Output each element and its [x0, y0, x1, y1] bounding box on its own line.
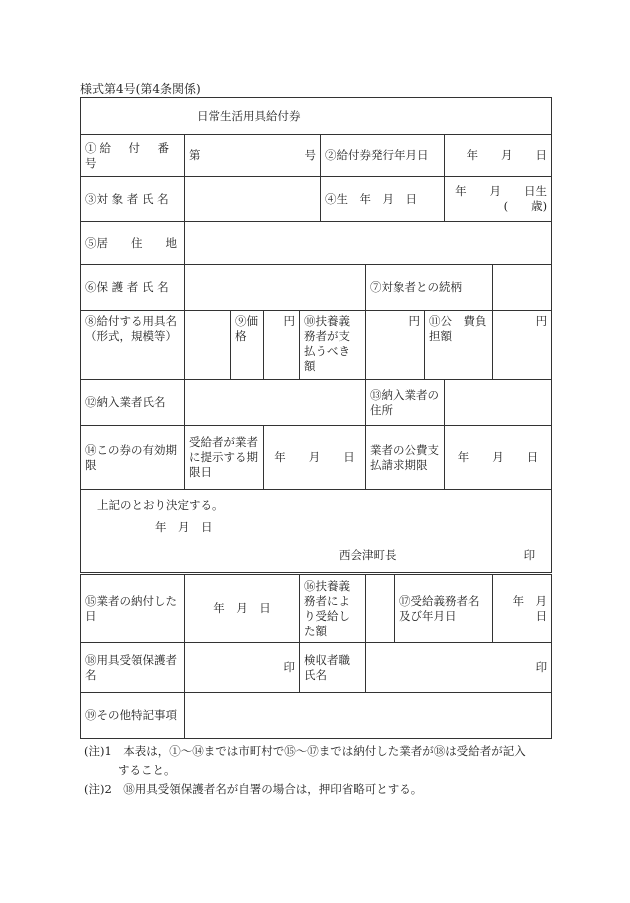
birth-date-value: 年 月 日生 — [455, 184, 548, 198]
notes-section — [84, 742, 554, 799]
issue-date-field[interactable]: 年 月 日 — [445, 135, 552, 177]
residence-field[interactable] — [185, 222, 552, 265]
recipient-name-field[interactable] — [185, 177, 321, 222]
remarks-field[interactable] — [185, 693, 552, 739]
recipient-name-label: ③対 象 者 氏 名 — [81, 177, 185, 222]
remarks-label: ⑲その他特記事項 — [81, 693, 185, 739]
decision-date[interactable]: 年 月 日 — [155, 520, 213, 534]
issue-number-label: ①給 付 番 号 — [81, 135, 185, 177]
form-number-heading: 様式第4号(第4条関係) — [80, 82, 201, 96]
relation-field[interactable] — [493, 265, 552, 311]
support-received-field[interactable] — [366, 574, 395, 643]
birth-date-field[interactable] — [445, 177, 552, 222]
deadline-label: 受給者が業者に提示する期限日 — [185, 426, 264, 490]
public-burden-label: ⑪公 費負担額 — [425, 311, 493, 380]
note-1-continued: すること。 — [118, 763, 176, 777]
supplier-name-label: ⑫納入業者氏名 — [81, 380, 185, 426]
guardian-name-label: ⑥保 護 者 氏 名 — [81, 265, 185, 311]
receiving-guardian-label: ⑱用具受領保護者名 — [81, 643, 185, 693]
price-label: ⑨価格 — [231, 311, 264, 380]
recipient-sign-label: ⑰受給義務者名及び年月日 — [395, 574, 493, 643]
issue-number-field[interactable] — [185, 135, 321, 177]
residence-label: ⑤居 住 地 — [81, 222, 185, 265]
issue-number-prefix: 第 — [189, 148, 201, 162]
relation-label: ⑦対象者との続柄 — [366, 265, 493, 311]
support-payment-label: ⑩扶養義務者が支払うべき額 — [300, 311, 366, 380]
supplier-address-field[interactable] — [445, 380, 552, 426]
deadline-field[interactable]: 年 月 日 — [264, 426, 366, 490]
guardian-name-field[interactable] — [185, 265, 366, 311]
inspector-label: 検収者職氏名 — [300, 643, 366, 693]
mayor-title: 西会津町長 — [339, 548, 397, 562]
equipment-name-field[interactable] — [185, 311, 231, 380]
support-received-label: ⑯扶養義務者により受給した額 — [300, 574, 366, 643]
decision-section — [81, 490, 552, 574]
validity-label: ⑭この券の有効期限 — [81, 426, 185, 490]
delivery-date-label: ⑮業者の納付した日 — [81, 574, 185, 643]
voucher-title: 日常生活用具給付券 — [81, 98, 552, 135]
birth-date-label: ④生 年 月 日 — [321, 177, 445, 222]
benefit-voucher-table — [80, 97, 559, 739]
note-2: (注)2 ⑱用具受領保護者名が自署の場合は，押印省略可とする。 — [84, 782, 423, 796]
issue-number-suffix: 号 — [304, 148, 316, 162]
price-field[interactable]: 円 — [264, 311, 300, 380]
decision-text: 上記のとおり決定する。 — [97, 498, 224, 512]
support-payment-field[interactable]: 円 — [366, 311, 425, 380]
inspector-field[interactable]: 印 — [366, 643, 552, 693]
age-value: ( 歳) — [503, 199, 548, 213]
mayor-seal: 印 — [523, 548, 536, 562]
supplier-name-field[interactable] — [185, 380, 366, 426]
claim-deadline-label: 業者の公費支払請求期限 — [366, 426, 445, 490]
supplier-address-label: ⑬納入業者の住所 — [366, 380, 445, 426]
note-1: (注)1 本表は，①～⑭までは市町村で⑮～⑰までは納付した業者が⑱は受給者が記入 — [84, 744, 526, 758]
claim-deadline-field[interactable]: 年 月 日 — [445, 426, 552, 490]
recipient-sign-date[interactable]: 年 月 日 — [493, 574, 552, 643]
receiving-guardian-field[interactable]: 印 — [185, 643, 300, 693]
public-burden-field[interactable]: 円 — [493, 311, 552, 380]
equipment-name-label: ⑧給付する用具名（形式，規模等） — [81, 311, 185, 380]
issue-date-label: ②給付券発行年月日 — [321, 135, 445, 177]
delivery-date-field[interactable]: 年 月 日 — [185, 574, 300, 643]
